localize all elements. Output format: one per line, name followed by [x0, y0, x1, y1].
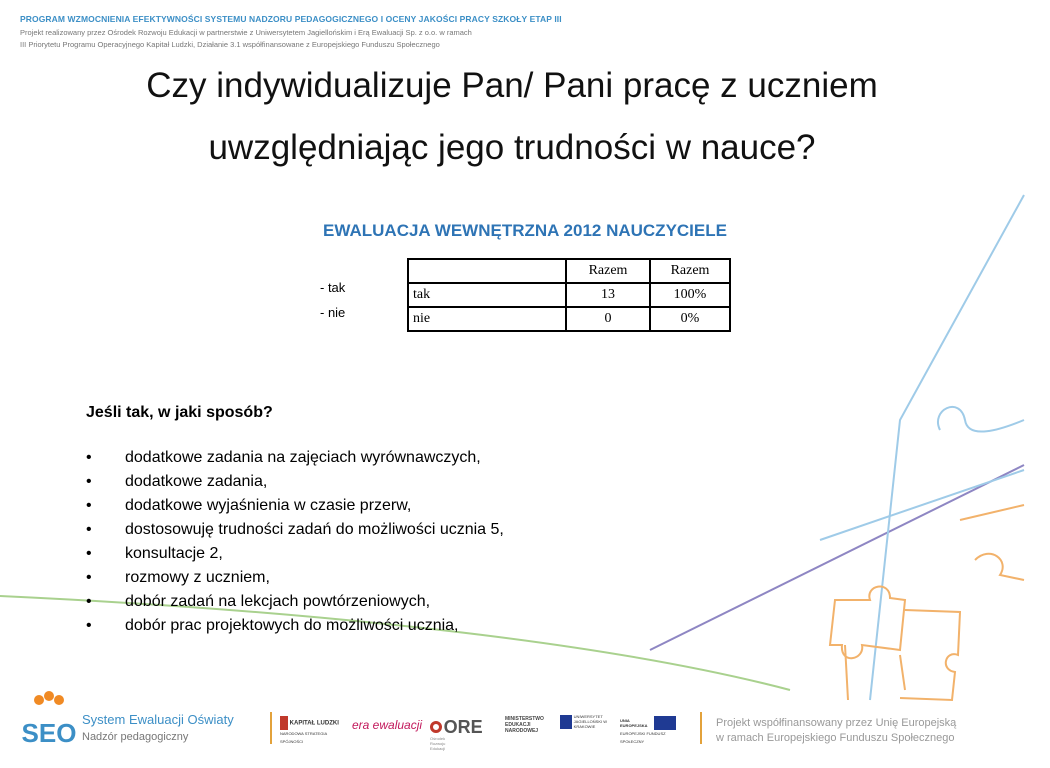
era-ewaluacji-logo: era ewaluacji — [352, 718, 423, 732]
bullet: • — [86, 593, 92, 610]
list-item — [86, 494, 504, 518]
divider — [270, 712, 272, 744]
men-logo: MINISTERSTWO EDUKACJI NARODOWEJ — [505, 716, 544, 734]
table-cell: tak — [408, 283, 566, 307]
list-item — [86, 614, 504, 638]
uj-logo: UNIWERSYTET JAGIELLOŃSKI W KRAKOWIE — [560, 714, 612, 729]
program-title: PROGRAM WZMOCNIENIA EFEKTYWNOŚCI SYSTEMU NADZORU PEDAGOGICZNEGO I OCENY JAKOŚCI PRACY SZKOŁY ETAP III — [20, 14, 562, 24]
follow-up-question: Jeśli tak, w jaki sposób? — [86, 404, 273, 421]
slide-title-line-2: uwzględniając jego trudności w nauce? — [208, 128, 816, 167]
kapital-ludzki-logo: KAPITAŁ LUDZKI NARODOWA STRATEGIA SPÓJNOŚCI — [280, 716, 340, 746]
bullet: • — [86, 545, 92, 562]
table-cell: 100% — [650, 283, 730, 307]
table-row — [408, 307, 730, 331]
answer-text: rozmowy z uczniem, — [125, 569, 270, 586]
slide-title — [0, 55, 1024, 179]
ore-circle-icon — [430, 721, 442, 733]
list-item — [86, 542, 504, 566]
bullet: • — [86, 617, 92, 634]
uj-crest-icon — [560, 715, 572, 729]
answer-text: dobór zadań na lekcjach powtórzeniowych, — [125, 593, 431, 610]
answers-list — [86, 446, 504, 638]
eu-flag-icon — [654, 716, 676, 730]
program-line-1: Projekt realizowany przez Ośrodek Rozwoju Edukacji w partnerstwie z Uniwersytetem Jagiellońskim i Erą Ewaluacji Sp. z o.o. w ramach — [20, 28, 472, 37]
table-cell: 0 — [566, 307, 650, 331]
footer-logos — [0, 688, 1024, 768]
results-table — [407, 258, 731, 332]
side-label-tak: - tak — [320, 280, 346, 295]
table-cell: 13 — [566, 283, 650, 307]
slide-title-line-1: Czy indywidualizuje Pan/ Pani pracę z uczniem — [146, 66, 878, 105]
list-item — [86, 590, 504, 614]
list-item — [86, 518, 504, 542]
bullet: • — [86, 473, 92, 490]
seo-logo-icon — [21, 690, 77, 754]
table-header-cell: Razem — [650, 259, 730, 283]
answer-text: dodatkowe zadania, — [125, 473, 268, 490]
list-item — [86, 566, 504, 590]
side-label-nie: - nie — [320, 305, 346, 320]
bullet: • — [86, 569, 92, 586]
answer-text: dodatkowe wyjaśnienia w czasie przerw, — [125, 497, 412, 514]
seo-letters: SEO — [21, 718, 77, 748]
list-item — [86, 446, 504, 470]
table-header-cell — [408, 259, 566, 283]
kapital-ludzki-flag-icon — [280, 716, 288, 730]
seo-title: System Ewaluacji Oświaty — [82, 712, 234, 727]
seo-subtitle: Nadzór pedagogiczny — [82, 731, 189, 743]
bullet: • — [86, 449, 92, 466]
table-header-cell: Razem — [566, 259, 650, 283]
table-cell: 0% — [650, 307, 730, 331]
divider — [700, 712, 702, 744]
table-header-row — [408, 259, 730, 283]
bullet: • — [86, 521, 92, 538]
bullet: • — [86, 497, 92, 514]
program-line-2: III Priorytetu Programu Operacyjnego Kapitał Ludzki, Działanie 3.1 współfinansowane z Europejskiego Funduszu Społecznego — [20, 40, 440, 49]
answer-text: dostosowuję trudności zadań do możliwości ucznia 5, — [125, 521, 504, 538]
list-item — [86, 470, 504, 494]
answer-text: dobór prac projektowych do możliwości ucznia, — [125, 617, 459, 634]
answer-text: konsultacje 2, — [125, 545, 223, 562]
ore-logo: ORE Ośrodek Rozwoju Edukacji — [430, 717, 483, 751]
table-cell: nie — [408, 307, 566, 331]
eu-cofinancing-text: Projekt współfinansowany przez Unię Europejską w ramach Europejskiego Funduszu Społecznego — [716, 717, 957, 744]
table-row — [408, 283, 730, 307]
eu-logo: UNIA EUROPEJSKA EUROPEJSKI FUNDUSZ SPOŁECZNY — [620, 716, 682, 746]
survey-subtitle: EWALUACJA WEWNĘTRZNA 2012 NAUCZYCIELE — [323, 221, 727, 240]
answer-text: dodatkowe zadania na zajęciach wyrównawczych, — [125, 449, 481, 466]
program-header — [20, 14, 580, 51]
